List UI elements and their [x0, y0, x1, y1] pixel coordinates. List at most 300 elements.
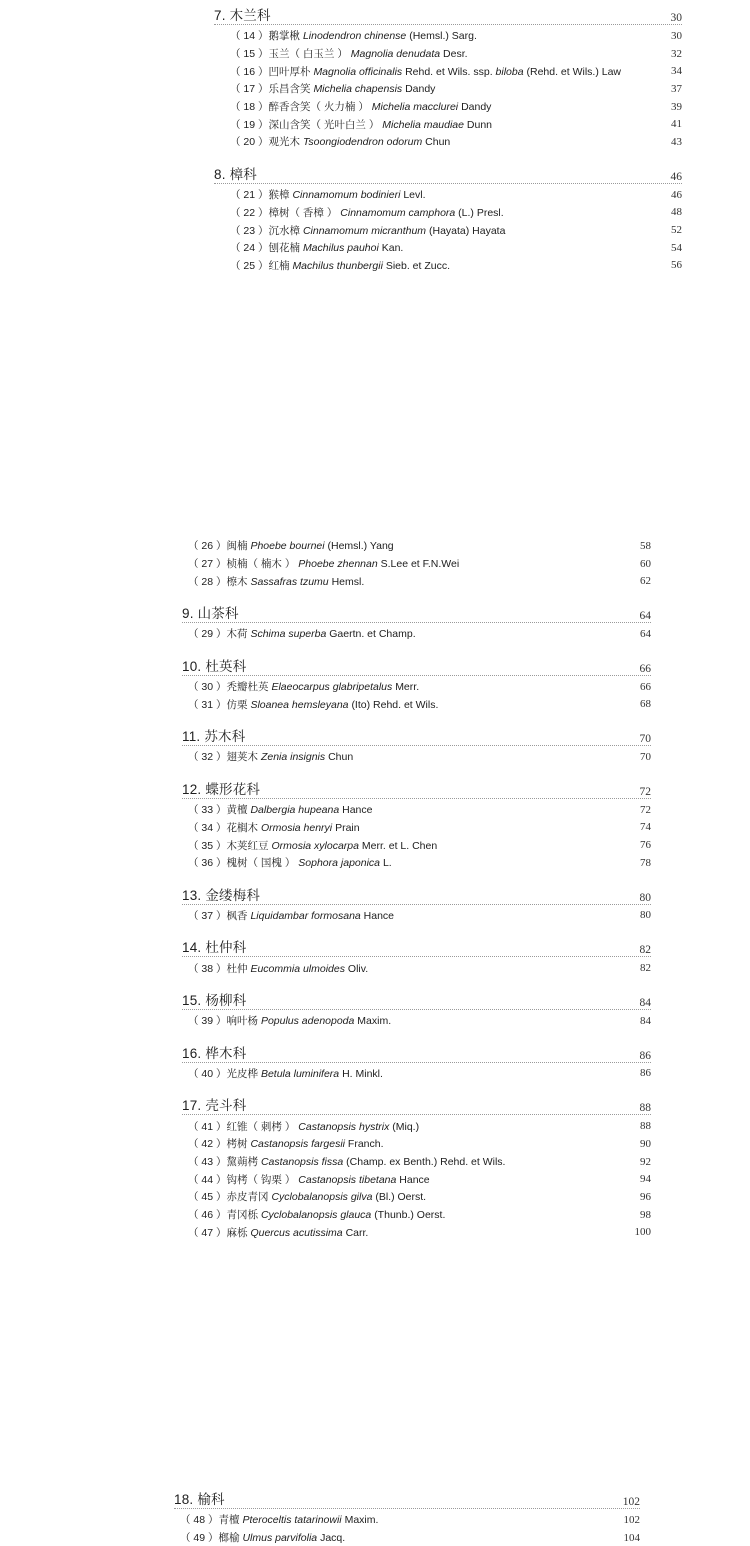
entry-chinese-name: 赤皮青冈 — [226, 1191, 269, 1204]
entry-text — [188, 855, 392, 870]
entry-text — [230, 117, 492, 132]
entry-authority: (Bl.) Oerst. — [375, 1191, 427, 1204]
entry-page-number: 98 — [640, 1208, 651, 1221]
entry-chinese-name: 栲树 — [226, 1138, 248, 1151]
entry-chinese-name: 枫香 — [226, 909, 248, 922]
entry-page-number: 66 — [640, 680, 651, 693]
entry-authority: Prain — [335, 821, 360, 834]
entry-chinese-name: 榔榆 — [218, 1532, 240, 1545]
entry-page-number: 90 — [640, 1137, 651, 1150]
entry-text — [188, 1154, 505, 1169]
entry-authority: (Miq.) — [392, 1120, 420, 1133]
entry-text — [188, 538, 394, 553]
toc-entry[interactable] — [182, 695, 651, 713]
toc-entry[interactable] — [182, 1223, 651, 1241]
toc-section — [182, 989, 651, 1030]
section-heading[interactable] — [182, 884, 651, 905]
entry-scientific-name: Ormosia henryi — [260, 821, 333, 834]
toc-entry[interactable] — [174, 1511, 640, 1529]
entry-text — [230, 187, 426, 202]
entry-number: （ 31 ） — [188, 698, 227, 711]
entry-scientific-name: Sassafras tzumu — [250, 575, 329, 588]
entry-chinese-name: 木荷 — [226, 628, 248, 641]
entry-chinese-name: 光皮桦 — [226, 1067, 259, 1080]
entry-chinese-name: 鹅掌楸 — [268, 30, 301, 43]
entry-number: （ 28 ） — [188, 575, 227, 588]
entry-text — [188, 838, 437, 853]
entry-scientific-name: Michelia chapensis — [313, 83, 403, 96]
entry-page-number: 70 — [640, 750, 651, 763]
section-page-number: 102 — [622, 1496, 640, 1508]
entry-authority: Hance — [399, 1173, 430, 1186]
entry-number: （ 47 ） — [188, 1226, 227, 1239]
entry-authority: Merr. — [395, 681, 420, 694]
entry-text — [188, 1207, 445, 1222]
entry-chinese-name: 醉香含笑（ 火力楠 ） — [268, 101, 369, 114]
toc-entry[interactable] — [182, 819, 651, 837]
toc-entry[interactable] — [182, 1170, 651, 1188]
entry-scientific-name: Cinnamomum camphora — [340, 206, 456, 219]
entry-authority: Merr. et L. Chen — [361, 839, 438, 852]
entry-page-number: 104 — [623, 1531, 640, 1544]
section-page-number: 82 — [639, 944, 651, 957]
toc-block-2 — [182, 537, 651, 1241]
entry-text — [188, 626, 416, 641]
entry-page-number: 82 — [640, 962, 651, 975]
entry-number: （ 41 ） — [188, 1120, 227, 1133]
section-title: 15. 杨柳科 — [182, 992, 247, 1008]
entry-number: （ 20 ） — [230, 136, 269, 149]
section-heading[interactable] — [214, 4, 682, 25]
entry-chinese-name: 青檀 — [218, 1514, 240, 1527]
section-page-number: 80 — [639, 891, 651, 904]
entry-scientific-name: Eucommia ulmoides — [250, 962, 345, 975]
entry-text — [230, 240, 403, 255]
entry-page-number: 32 — [671, 47, 682, 60]
entry-number: （ 42 ） — [188, 1138, 227, 1151]
entry-chinese-name: 槐树（ 国槐 ） — [226, 857, 296, 870]
toc-section — [182, 936, 651, 977]
entry-authority: (L.) Presl. — [458, 206, 504, 219]
entry-page-number: 102 — [623, 1513, 640, 1526]
section-page-number: 84 — [639, 996, 651, 1009]
entry-number: （ 37 ） — [188, 909, 227, 922]
entry-text — [188, 908, 394, 923]
toc-entry[interactable] — [214, 80, 682, 98]
toc-section — [182, 1094, 651, 1241]
entry-chinese-name: 杜仲 — [226, 962, 248, 975]
entry-authority: (Thunb.) Oerst. — [374, 1209, 446, 1222]
toc-section — [182, 537, 651, 590]
entry-text — [188, 1225, 368, 1240]
toc-entry[interactable] — [214, 133, 682, 151]
entry-number: （ 48 ） — [180, 1514, 219, 1527]
entry-authority: L. — [382, 857, 392, 870]
entry-page-number: 43 — [671, 135, 682, 148]
entry-text — [230, 28, 477, 43]
entry-page-number: 58 — [640, 539, 651, 552]
entry-authority: Jacq. — [320, 1532, 346, 1545]
section-heading[interactable] — [182, 936, 651, 957]
entry-authority: (Champ. ex Benth.) Rehd. et Wils. — [346, 1156, 506, 1169]
toc-entry[interactable] — [214, 221, 682, 239]
toc-section — [182, 1042, 651, 1083]
toc-entry[interactable] — [182, 907, 651, 925]
entry-scientific-name: Magnolia officinalis — [313, 65, 403, 78]
entry-text — [188, 749, 353, 764]
entry-authority: Hemsl. — [331, 575, 365, 588]
entry-chinese-name: 秃瓣杜英 — [226, 681, 269, 694]
entry-subspecies-name: biloba — [495, 65, 524, 78]
entry-page-number: 80 — [640, 909, 651, 922]
entry-page-number: 78 — [640, 856, 651, 869]
section-title: 17. 壳斗科 — [182, 1098, 247, 1114]
toc-entry[interactable] — [214, 186, 682, 204]
entry-chinese-name: 深山含笑（ 光叶白兰 ） — [268, 118, 380, 131]
section-title: 9. 山茶科 — [182, 606, 239, 622]
section-heading[interactable] — [182, 1094, 651, 1115]
toc-section — [182, 602, 651, 643]
entry-text — [188, 1119, 419, 1134]
entry-authority: Maxim. — [344, 1514, 379, 1527]
entry-text — [188, 574, 364, 589]
entry-number: （ 14 ） — [230, 30, 269, 43]
toc-section — [182, 655, 651, 713]
entry-text — [188, 802, 372, 817]
toc-entry[interactable] — [214, 115, 682, 133]
entry-chinese-name: 猴樟 — [268, 189, 290, 202]
entry-page-number: 72 — [640, 803, 651, 816]
toc-entry[interactable] — [214, 257, 682, 275]
entry-page-number: 30 — [671, 29, 682, 42]
entry-text — [230, 258, 450, 273]
entry-page-number: 37 — [671, 82, 682, 95]
entry-subspecies-authority: (Rehd. et Wils.) Law — [526, 65, 622, 78]
entry-text — [188, 1136, 384, 1151]
entry-scientific-name: Sloanea hemsleyana — [250, 698, 349, 711]
entry-scientific-name: Ulmus parvifolia — [242, 1532, 318, 1545]
entry-authority: S.Lee et F.N.Wei — [380, 558, 460, 571]
entry-chinese-name: 红锥（ 刺栲 ） — [226, 1120, 296, 1133]
entry-chinese-name: 红楠 — [268, 259, 290, 272]
entry-chinese-name: 玉兰（ 白玉兰 ） — [268, 48, 348, 61]
entry-number: （ 35 ） — [188, 839, 227, 852]
entry-scientific-name: Quercus acutissima — [250, 1226, 343, 1239]
toc-entry[interactable] — [182, 959, 651, 977]
entry-scientific-name: Phoebe bournei — [250, 540, 325, 553]
entry-text — [188, 820, 360, 835]
entry-authority: Chun — [425, 136, 451, 149]
entry-authority: Rehd. et Wils. ssp. — [405, 65, 493, 78]
entry-scientific-name: Elaeocarpus glabripetalus — [271, 681, 393, 694]
entry-scientific-name: Castanopsis hystrix — [298, 1120, 390, 1133]
entry-chinese-name: 花榈木 — [226, 821, 259, 834]
entry-scientific-name: Populus adenopoda — [260, 1015, 355, 1028]
entry-page-number: 76 — [640, 839, 651, 852]
toc-entry[interactable] — [182, 1135, 651, 1153]
entry-scientific-name: Schima superba — [250, 628, 327, 641]
section-title: 10. 杜英科 — [182, 658, 247, 674]
entry-scientific-name: Castanopsis tibetana — [298, 1173, 397, 1186]
entry-authority: Kan. — [381, 242, 404, 255]
entry-text — [188, 1066, 383, 1081]
entry-scientific-name: Betula luminifera — [260, 1067, 340, 1080]
entry-text — [188, 679, 419, 694]
entry-number: （ 45 ） — [188, 1191, 227, 1204]
entry-number: （ 27 ） — [188, 558, 227, 571]
entry-number: （ 43 ） — [188, 1156, 227, 1169]
toc-entry[interactable] — [182, 1153, 651, 1171]
entry-authority: Sieb. et Zucc. — [385, 259, 451, 272]
entry-chinese-name: 翅荚木 — [226, 751, 259, 764]
section-title: 13. 金缕梅科 — [182, 887, 261, 903]
entry-number: （ 39 ） — [188, 1015, 227, 1028]
section-page-number: 66 — [639, 662, 651, 675]
toc-section — [182, 778, 651, 872]
toc-section — [214, 4, 682, 151]
toc-entry[interactable] — [214, 27, 682, 45]
entry-authority: Hance — [363, 909, 395, 922]
entry-chinese-name: 响叶杨 — [226, 1015, 259, 1028]
entry-scientific-name: Pteroceltis tatarinowii — [242, 1514, 342, 1527]
section-page-number: 72 — [639, 785, 651, 798]
entry-scientific-name: Cyclobalanopsis glauca — [260, 1209, 372, 1222]
toc-entry[interactable] — [182, 748, 651, 766]
entry-number: （ 44 ） — [188, 1173, 227, 1186]
entry-chinese-name: 麻栎 — [226, 1226, 248, 1239]
entry-page-number: 68 — [640, 698, 651, 711]
section-heading[interactable] — [182, 725, 651, 746]
entry-chinese-name: 檫木 — [226, 575, 248, 588]
entry-page-number: 94 — [640, 1173, 651, 1186]
entry-chinese-name: 刨花楠 — [268, 242, 301, 255]
entry-page-number: 56 — [671, 259, 682, 272]
entry-authority: Dunn — [466, 118, 493, 131]
entry-scientific-name: Dalbergia hupeana — [250, 804, 340, 817]
entry-chinese-name: 黄檀 — [226, 804, 248, 817]
entry-number: （ 33 ） — [188, 804, 227, 817]
entry-authority: (Hemsl.) Yang — [327, 540, 394, 553]
entry-scientific-name: Michelia macclurei — [371, 101, 459, 114]
entry-scientific-name: Machilus thunbergii — [292, 259, 383, 272]
entry-scientific-name: Liquidambar formosana — [250, 909, 361, 922]
toc-section — [214, 163, 682, 274]
section-page-number: 86 — [639, 1049, 651, 1062]
section-heading[interactable] — [182, 778, 651, 799]
section-page-number: 46 — [670, 170, 682, 183]
entry-scientific-name: Castanopsis fissa — [260, 1156, 344, 1169]
toc-entry[interactable] — [174, 1529, 640, 1546]
entry-scientific-name: Cinnamomum micranthum — [302, 224, 427, 237]
entry-authority: Franch. — [347, 1138, 384, 1151]
toc-entry[interactable] — [214, 204, 682, 222]
section-page-number: 70 — [639, 733, 651, 746]
entry-chinese-name: 凹叶厚朴 — [268, 65, 311, 78]
entry-number: （ 49 ） — [180, 1532, 219, 1545]
entry-number: （ 26 ） — [188, 540, 227, 553]
entry-text — [230, 81, 435, 96]
entry-authority: Desr. — [443, 48, 468, 61]
entry-scientific-name: Linodendron chinense — [302, 30, 407, 43]
toc-entry[interactable] — [214, 98, 682, 116]
section-page-number: 30 — [670, 12, 682, 24]
entry-text — [188, 961, 368, 976]
toc-entry[interactable] — [182, 836, 651, 854]
section-page-number: 64 — [639, 610, 651, 623]
entry-authority: Chun — [328, 751, 354, 764]
toc-section — [174, 1488, 640, 1546]
toc-entry[interactable] — [182, 1065, 651, 1083]
entry-number: （ 22 ） — [230, 206, 269, 219]
section-title: 16. 桦木科 — [182, 1045, 247, 1061]
entry-page-number: 92 — [640, 1155, 651, 1168]
section-title: 8. 樟科 — [214, 166, 258, 182]
toc-entry[interactable] — [214, 45, 682, 63]
section-title: 7. 木兰科 — [214, 8, 271, 23]
entry-page-number: 46 — [671, 188, 682, 201]
entry-text — [230, 46, 468, 61]
entry-number: （ 17 ） — [230, 83, 269, 96]
entry-authority: (Hayata) Hayata — [428, 224, 506, 237]
section-heading[interactable] — [182, 989, 651, 1010]
toc-section — [182, 884, 651, 925]
entry-number: （ 24 ） — [230, 242, 269, 255]
entry-text — [188, 1189, 426, 1204]
section-heading[interactable] — [174, 1488, 640, 1509]
toc-entry[interactable] — [182, 678, 651, 696]
entry-text — [230, 134, 450, 149]
toc-entry[interactable] — [182, 1188, 651, 1206]
entry-number: （ 40 ） — [188, 1067, 227, 1080]
entry-authority: Maxim. — [357, 1015, 392, 1028]
toc-entry[interactable] — [182, 625, 651, 643]
entry-scientific-name: Michelia maudiae — [382, 118, 464, 131]
entry-text — [180, 1512, 378, 1527]
toc-entry[interactable] — [182, 1012, 651, 1030]
entry-authority: Oliv. — [347, 962, 369, 975]
section-heading[interactable] — [214, 163, 682, 184]
toc-entry[interactable] — [182, 854, 651, 872]
toc-section — [182, 725, 651, 766]
entry-number: （ 23 ） — [230, 224, 269, 237]
entry-number: （ 16 ） — [230, 65, 269, 78]
entry-chinese-name: 樟树（ 香樟 ） — [268, 206, 338, 219]
entry-page-number: 60 — [640, 557, 651, 570]
entry-number: （ 30 ） — [188, 681, 227, 694]
entry-text — [230, 64, 621, 79]
section-title: 14. 杜仲科 — [182, 940, 247, 956]
entry-authority: (Ito) Rehd. et Wils. — [351, 698, 439, 711]
entry-page-number: 86 — [640, 1067, 651, 1080]
entry-authority: Dandy — [405, 83, 436, 96]
entry-scientific-name: Sophora japonica — [298, 857, 381, 870]
entry-text — [230, 99, 491, 114]
entry-scientific-name: Castanopsis fargesii — [250, 1138, 345, 1151]
toc-block-3 — [174, 1488, 640, 1546]
entry-text — [230, 223, 505, 238]
entry-text — [188, 1172, 430, 1187]
section-title: 12. 蝶形花科 — [182, 781, 261, 797]
section-heading[interactable] — [182, 655, 651, 676]
entry-number: （ 18 ） — [230, 101, 269, 114]
entry-authority: (Hemsl.) Sarg. — [409, 30, 477, 43]
entry-page-number: 48 — [671, 206, 682, 219]
entry-number: （ 46 ） — [188, 1209, 227, 1222]
entry-chinese-name: 桢楠（ 楠木 ） — [226, 558, 296, 571]
entry-page-number: 96 — [640, 1190, 651, 1203]
entry-chinese-name: 黧蒴栲 — [226, 1156, 259, 1169]
toc-entry[interactable] — [214, 62, 682, 80]
section-page-number: 88 — [639, 1102, 651, 1115]
entry-chinese-name: 木荚红豆 — [226, 839, 269, 852]
entry-page-number: 39 — [671, 100, 682, 113]
entry-authority: Carr. — [345, 1226, 369, 1239]
entry-scientific-name: Ormosia xylocarpa — [271, 839, 359, 852]
entry-scientific-name: Machilus pauhoi — [302, 242, 379, 255]
entry-chinese-name: 沉水樟 — [268, 224, 301, 237]
entry-authority: Hance — [342, 804, 373, 817]
entry-page-number: 84 — [640, 1014, 651, 1027]
entry-chinese-name: 青冈栎 — [226, 1209, 259, 1222]
entry-page-number: 62 — [640, 575, 651, 588]
entry-number: （ 34 ） — [188, 821, 227, 834]
entry-number: （ 32 ） — [188, 751, 227, 764]
entry-number: （ 19 ） — [230, 118, 269, 131]
entry-number: （ 38 ） — [188, 962, 227, 975]
entry-scientific-name: Phoebe zhennan — [298, 558, 378, 571]
entry-authority: Levl. — [403, 189, 426, 202]
entry-page-number: 34 — [671, 65, 682, 78]
toc-entry[interactable] — [182, 555, 651, 573]
toc-entry[interactable] — [182, 537, 651, 555]
entry-text — [188, 1013, 391, 1028]
entry-authority: Gaertn. et Champ. — [329, 628, 416, 641]
entry-scientific-name: Magnolia denudata — [350, 48, 441, 61]
entry-number: （ 21 ） — [230, 189, 269, 202]
section-title: 11. 苏木科 — [182, 729, 246, 745]
section-heading[interactable] — [182, 602, 651, 623]
toc-entry[interactable] — [182, 801, 651, 819]
entry-number: （ 25 ） — [230, 259, 269, 272]
toc-entry[interactable] — [182, 572, 651, 590]
entry-page-number: 54 — [671, 241, 682, 254]
entry-chinese-name: 乐昌含笑 — [268, 83, 311, 96]
entry-text — [188, 556, 459, 571]
entry-page-number: 88 — [640, 1120, 651, 1133]
section-title: 18. 榆科 — [174, 1492, 225, 1507]
toc-entry[interactable] — [214, 239, 682, 257]
toc-block-1 — [214, 4, 682, 274]
entry-number: （ 36 ） — [188, 857, 227, 870]
entry-page-number: 41 — [671, 118, 682, 131]
entry-number: （ 15 ） — [230, 48, 269, 61]
entry-scientific-name: Cyclobalanopsis gilva — [271, 1191, 373, 1204]
entry-page-number: 52 — [671, 224, 682, 237]
entry-chinese-name: 仿栗 — [226, 698, 248, 711]
entry-chinese-name: 观光木 — [268, 136, 301, 149]
entry-page-number: 74 — [640, 821, 651, 834]
entry-text — [180, 1530, 345, 1545]
entry-authority: Dandy — [461, 101, 492, 114]
entry-authority: H. Minkl. — [342, 1067, 383, 1080]
entry-scientific-name: Cinnamomum bodinieri — [292, 189, 401, 202]
toc-entry[interactable] — [182, 1117, 651, 1135]
entry-chinese-name: 钩栲（ 钩栗 ） — [226, 1173, 296, 1186]
section-heading[interactable] — [182, 1042, 651, 1063]
toc-entry[interactable] — [182, 1206, 651, 1224]
entry-text — [230, 205, 504, 220]
entry-scientific-name: Tsoongiodendron odorum — [302, 136, 423, 149]
